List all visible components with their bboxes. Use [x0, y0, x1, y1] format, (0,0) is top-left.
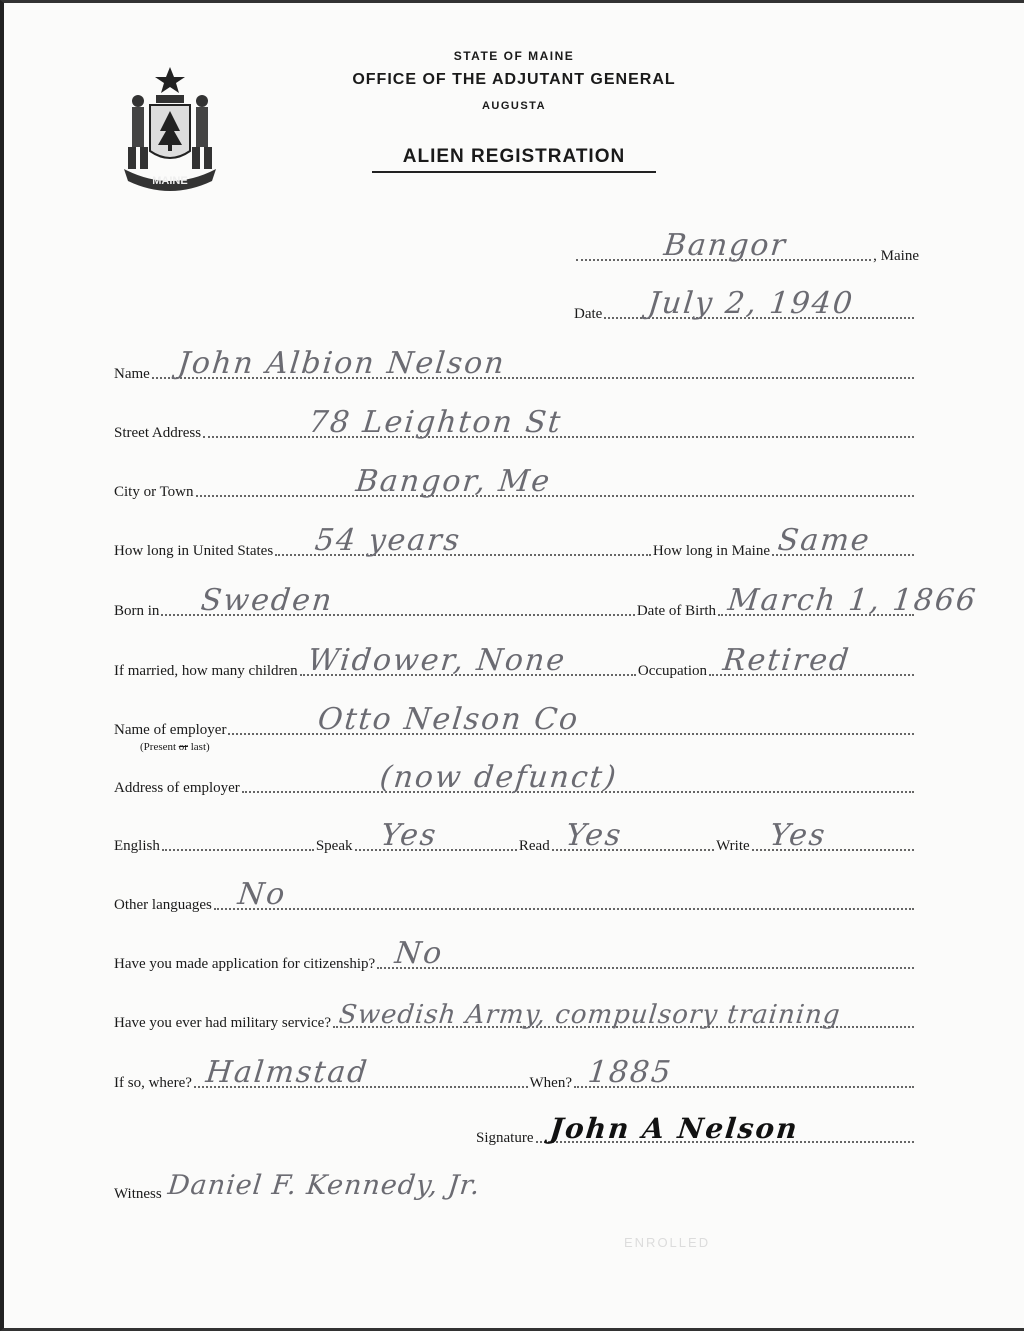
english-label: English — [114, 838, 160, 854]
place-suffix: , Maine — [873, 248, 919, 264]
date-label: Date — [574, 306, 603, 322]
occupation-label: Occupation — [637, 663, 707, 679]
form-title: ALIEN REGISTRATION — [372, 146, 656, 173]
signature-value: John A Nelson — [547, 1112, 800, 1145]
military-value: Swedish Army, compulsory training — [337, 1000, 843, 1030]
other-languages-label: Other languages — [114, 897, 212, 913]
children-label: If married, how many children — [114, 663, 298, 679]
name-value: John Albion Nelson — [175, 346, 508, 381]
when-value: 1885 — [586, 1055, 675, 1090]
children-value: Widower, None — [305, 643, 568, 678]
street-label: Street Address — [114, 425, 202, 441]
citizenship-field[interactable] — [377, 936, 914, 971]
street-value: 78 Leighton St — [307, 405, 565, 440]
maine-state-seal-icon — [116, 61, 224, 193]
write-field[interactable] — [752, 818, 914, 853]
children-field[interactable] — [300, 643, 636, 678]
english-field[interactable] — [162, 849, 314, 851]
employer-address-field[interactable] — [242, 760, 914, 795]
citizenship-value: No — [393, 936, 446, 971]
date-field[interactable] — [604, 286, 914, 321]
place-row — [574, 228, 919, 267]
street-row — [114, 405, 916, 444]
military-label: Have you ever had military service? — [114, 1015, 331, 1031]
speak-field[interactable] — [355, 818, 517, 853]
header-state: STATE OF MAINE — [453, 49, 575, 63]
us-duration-field[interactable] — [275, 523, 651, 558]
street-field[interactable] — [203, 405, 914, 440]
other-languages-value: No — [236, 877, 289, 912]
when-field[interactable] — [574, 1055, 914, 1090]
maine-duration-value: Same — [776, 523, 873, 558]
children-row — [114, 643, 916, 682]
other-languages-row — [114, 877, 916, 916]
born-in-label: Born in — [114, 603, 160, 619]
employer-value: Otto Nelson Co — [316, 702, 582, 737]
birth-row — [114, 583, 979, 622]
header-city: AUGUSTA — [481, 100, 547, 112]
where-row — [114, 1055, 916, 1094]
employer-address-row — [114, 760, 916, 799]
header-office: OFFICE OF THE ADJUTANT GENERAL — [352, 71, 676, 88]
employer-label: Name of employer — [114, 722, 227, 738]
date-value: July 2, 1940 — [646, 286, 857, 321]
employer-row — [114, 702, 916, 741]
other-languages-field[interactable] — [214, 877, 914, 912]
read-value: Yes — [563, 818, 624, 853]
witness-value: Daniel F. Kennedy, Jr. — [166, 1170, 482, 1201]
dob-value: March 1, 1866 — [726, 583, 979, 618]
signature-row — [476, 1112, 916, 1149]
military-row — [114, 1000, 916, 1034]
where-label: If so, where? — [114, 1075, 192, 1091]
us-duration-label: How long in United States — [114, 543, 274, 559]
born-in-field[interactable] — [161, 583, 634, 618]
name-label: Name — [114, 366, 150, 382]
english-row — [114, 818, 916, 857]
maine-duration-label: How long in Maine — [652, 543, 770, 559]
place-field[interactable] — [576, 228, 871, 263]
when-label: When? — [529, 1075, 572, 1091]
military-field[interactable] — [333, 1000, 914, 1030]
read-label: Read — [518, 838, 550, 854]
duration-row — [114, 523, 916, 562]
born-in-value: Sweden — [199, 583, 336, 618]
write-label: Write — [716, 838, 750, 854]
speak-label: Speak — [315, 838, 353, 854]
date-row — [574, 286, 916, 325]
dob-field[interactable] — [718, 583, 979, 618]
signature-label: Signature — [476, 1130, 534, 1146]
place-value: Bangor — [662, 228, 789, 263]
occupation-value: Retired — [721, 643, 853, 678]
employer-field[interactable] — [228, 702, 914, 737]
where-value: Halmstad — [204, 1055, 371, 1090]
city-field[interactable] — [196, 464, 914, 499]
write-value: Yes — [767, 818, 828, 853]
city-row — [114, 464, 916, 503]
employer-note: (Present or last) — [140, 741, 210, 753]
read-field[interactable] — [552, 818, 714, 853]
maine-duration-field[interactable] — [772, 523, 914, 558]
witness-field[interactable] — [164, 1170, 512, 1201]
name-row — [114, 346, 916, 385]
us-duration-value: 54 years — [313, 523, 464, 558]
employer-address-value: (now defunct) — [377, 760, 620, 795]
signature-field[interactable] — [536, 1112, 915, 1145]
city-value: Bangor, Me — [353, 464, 553, 499]
citizenship-row — [114, 936, 916, 975]
speak-value: Yes — [378, 818, 439, 853]
witness-row — [114, 1170, 514, 1205]
employer-address-label: Address of employer — [114, 780, 240, 796]
dob-label: Date of Birth — [636, 603, 716, 619]
witness-label: Witness — [114, 1186, 162, 1202]
svg-text:MAINE: MAINE — [152, 175, 188, 187]
occupation-field[interactable] — [709, 643, 914, 678]
name-field[interactable] — [152, 346, 914, 381]
city-label: City or Town — [114, 484, 194, 500]
faded-stamp: ENROLLED — [624, 1235, 711, 1250]
citizenship-label: Have you made application for citizenship? — [114, 956, 376, 972]
where-field[interactable] — [194, 1055, 528, 1090]
